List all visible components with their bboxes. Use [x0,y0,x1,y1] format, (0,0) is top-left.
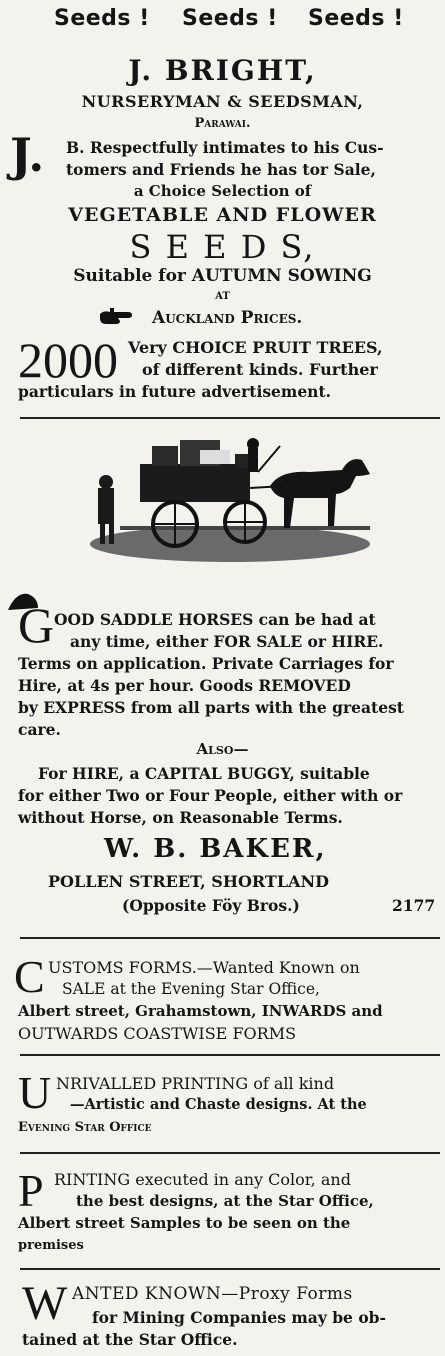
divider-rule [20,1054,440,1056]
intimate-line-1: B. Respectfully intimates to his Cus- [66,138,384,157]
wanted-line-2: for Mining Companies may be ob- [92,1308,386,1327]
autumn-sowing-line: Suitable for AUTUMN SOWING [73,266,372,286]
unrivalled-line-3: Evening Star Office [18,1120,152,1135]
seeds-header-2: Seeds ! [182,6,278,31]
wanted-line-3: tained at the Star Office. [22,1330,238,1349]
at-line: AT [215,291,230,302]
baker-street: POLLEN STREET, SHORTLAND [48,872,329,891]
horses-line-4: Hire, at 4s per hour. Goods REMOVED [18,676,351,695]
buggy-line-3: without Horse, on Reasonable Terms. [18,808,343,827]
divider-rule [20,937,440,939]
horses-line-3: Terms on application. Private Carriages for [18,654,394,673]
horses-line-2: any time, either FOR SALE or HIRE. [70,632,384,651]
advertiser-name: J. BRIGHT, [128,54,317,87]
intimate-line-2: tomers and Friends he has tor Sale, [66,160,376,179]
divider-rule [20,1268,440,1270]
seeds-header-1: Seeds ! [54,6,150,31]
buggy-line-1: For HIRE, a CAPITAL BUGGY, suitable [38,764,370,783]
customs-line-1: USTOMS FORMS.—Wanted Known on [48,958,360,977]
divider-rule [20,417,440,419]
fruit-trees-line-1: Very CHOICE PRUIT TREES, [128,338,383,357]
horses-line-5: by EXPRESS from all parts with the greatest [18,698,404,717]
baker-name: W. B. BAKER, [104,834,327,864]
advertiser-trade: NURSERYMAN & SEEDSMAN, [81,92,364,111]
advertiser-place: Parawai. [194,116,251,131]
drop-cap-w: W [22,1277,68,1330]
customs-line-2: SALE at the Evening Star Office, [62,980,320,998]
seeds-big-heading: S E E D S, [129,228,316,266]
unrivalled-line-1: NRIVALLED PRINTING of all kind [56,1074,335,1093]
customs-line-3: Albert street, Grahamstown, INWARDS and [18,1002,383,1020]
drop-cap-c: C [14,951,45,1002]
horses-line-6: care. [18,720,61,739]
drop-cap-g: G [18,597,55,653]
auckland-prices: Auckland Prices. [152,308,303,328]
horses-line-1: OOD SADDLE HORSES can be had at [54,610,376,629]
unrivalled-line-2: —Artistic and Chaste designs. At the [70,1096,367,1113]
printing-line-4: premises [18,1238,84,1253]
printing-line-1: RINTING executed in any Color, and [54,1170,351,1189]
intimate-line-3: a Choice Selection of [133,182,312,200]
seeds-header-3: Seeds ! [308,6,404,31]
big-number-2000: 2000 [18,332,118,388]
drop-cap-j: J. [10,128,45,182]
also-heading: Also— [196,740,249,758]
printing-line-3: Albert street Samples to be seen on the [18,1214,351,1232]
fruit-trees-line-2: of different kinds. Further [142,360,378,379]
pointing-hand-icon [98,306,144,326]
printing-line-2: the best designs, at the Star Office, [76,1192,374,1210]
fruit-trees-line-3: particulars in future advertisement. [18,382,332,401]
wanted-line-1: ANTED KNOWN—Proxy Forms [72,1284,353,1304]
baker-opposite: (Opposite Föy Bros.) [122,896,300,915]
drop-cap-p: P [18,1165,44,1216]
vegetable-flower-heading: VEGETABLE AND FLOWER [68,204,377,226]
customs-line-4: OUTWARDS COASTWISE FORMS [18,1024,297,1043]
baker-ref-number: 2177 [392,896,436,915]
drop-cap-u: U [18,1067,52,1118]
buggy-line-2: for either Two or Four People, either with or [18,786,403,805]
express-wagon-illustration [80,436,380,566]
divider-rule [20,1152,440,1154]
